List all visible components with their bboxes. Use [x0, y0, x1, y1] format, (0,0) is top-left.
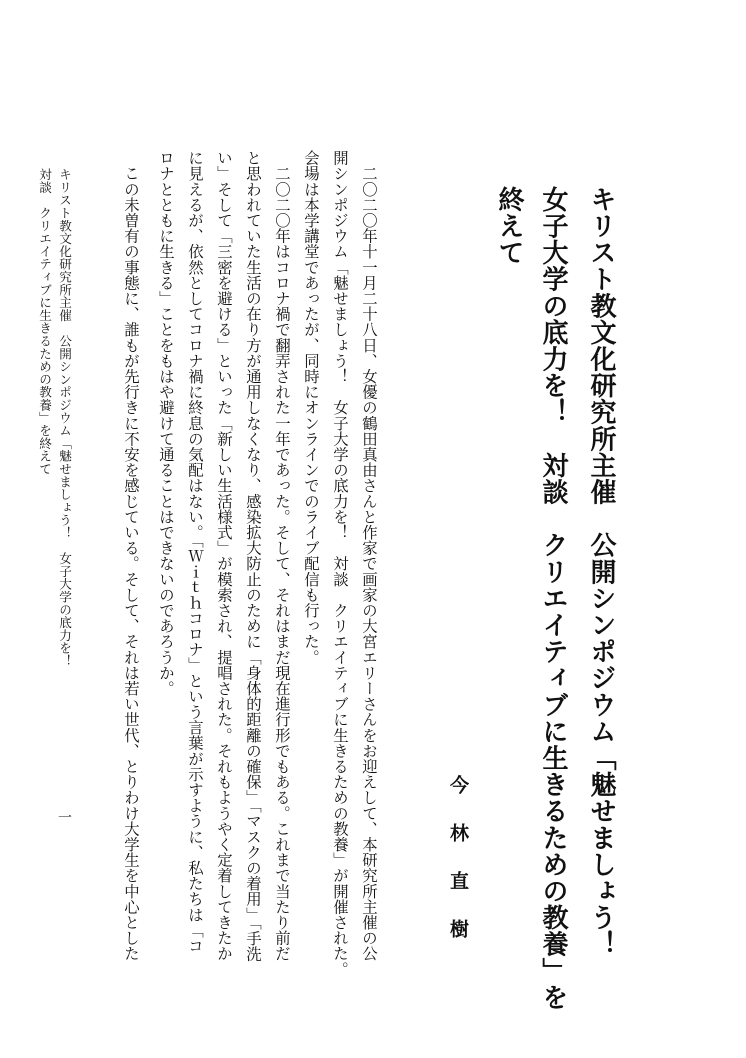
body-line: 会場は本学講堂であったが、同時にオンラインでのライブ配信も行った。 — [302, 150, 320, 665]
body-line: い」そして「三密を避ける」といった「新しい生活様式」が模索され、提唱された。それもようやく定着してきたか — [215, 150, 233, 962]
body-line: 二〇二〇年十一月二十八日、女優の鶴田真由さんと作家で画家の大宮エリーさんをお迎えして、本研究所主催の公 — [360, 150, 378, 962]
body-line: 二〇二〇年はコロナ禍で翻弄された一年であった。そして、それはまだ現在進行形でもある。これまで当たり前だ — [273, 150, 291, 962]
page-number: 一 — [56, 810, 72, 824]
body-line: 開シンポジウム「魅せましょう！ 女子大学の底力を！ 対談 クリエイティブに生きるための教養」が開催された。 — [331, 150, 349, 977]
title-line: 終えて — [494, 186, 524, 266]
body-line: と思われていた生活の在り方が通用しなくなり、感染拡大防止のために「身体的距離の確保」「マスクの着用」「手洗 — [244, 150, 262, 962]
title-line: 女子大学の底力を！ 対談 クリエイティブに生きるための教養」を — [538, 186, 568, 1011]
body-line: ロナとともに生きる」ことをもはや避けて通ることはできないのであろうか。 — [157, 150, 175, 696]
footer-line: 対談 クリエイティブに生きるための教養」を終えて — [37, 168, 52, 476]
body-line: この未曽有の事態に、誰もが先行きに不安を感じている。そして、それは若い世代、とりわけ大学生を中心とした — [122, 150, 140, 962]
author-name: 今林直樹 — [447, 775, 469, 967]
title-line: キリスト教文化研究所主催 公開シンポジウム「魅せましょう！ — [586, 186, 616, 958]
footer-line: キリスト教文化研究所主催 公開シンポジウム「魅せましょう！ 女子大学の底力を！ — [57, 168, 72, 668]
body-line: に見えるが、依然としてコロナ禍に終息の気配はない。「Ｗｉｔｈコロナ」という言葉が示すように、私たちは「コ — [186, 150, 204, 954]
